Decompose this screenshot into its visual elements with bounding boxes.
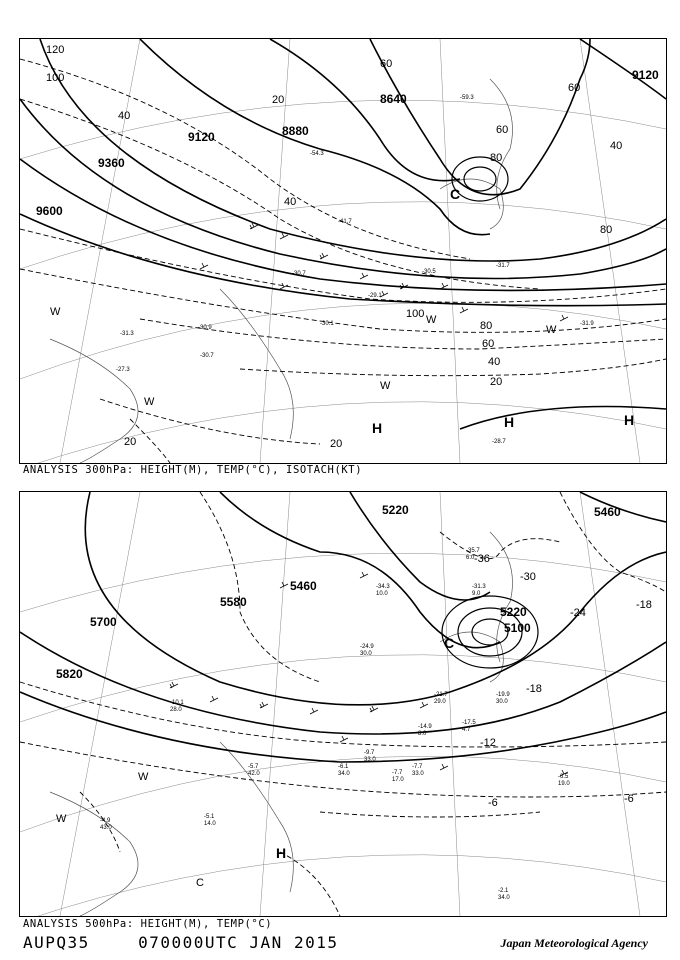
isotach-label: 60 [496,124,509,136]
station-temp: -4.9 [100,818,111,824]
station-dewpoint-depression: 17.0 [392,777,404,783]
station-temp: -28.7 [492,439,506,445]
station-temp: -41.7 [338,219,352,225]
station-temp: -30.9 [198,325,212,331]
isotach-label: 80 [480,320,493,332]
isotach-label: 120 [46,44,65,56]
isotherm-label: -6 [488,797,498,809]
isotach-label: 40 [118,110,131,122]
station-dewpoint-depression: 9.0 [472,591,481,597]
station-temp: -31.9 [580,321,594,327]
height-label: 5220 [500,605,527,619]
warm-mark: W [56,813,67,825]
isotach-label: 40 [284,196,297,208]
isotach-label: 80 [600,224,613,236]
station-dewpoint-depression: 8.0 [418,731,427,737]
station-temp: -10.1 [170,700,184,706]
height-label: 5460 [290,579,317,593]
height-label: 8640 [380,92,407,106]
station-temp: -17.5 [462,720,476,726]
warm-mark: W [144,396,155,408]
station-dewpoint-depression: 6.0 [466,555,475,561]
high-center-mark: H [276,845,287,861]
station-dewpoint-depression: 30.0 [496,699,508,705]
isotach-label: 60 [482,338,495,350]
warm-mark: W [546,324,557,336]
high-center-mark: H [624,412,635,428]
height-label: 5220 [382,503,409,517]
isotach-label: 40 [488,356,501,368]
high-center-mark: H [372,420,383,436]
station-temp: -9.7 [364,750,375,756]
station-temp: -54.3 [310,151,324,157]
station-temp: -21.7 [434,692,448,698]
isotherm-label: -18 [636,599,652,611]
station-temp: -7.7 [412,764,423,770]
station-temp: -5.7 [248,764,259,770]
isotherm-label: -30 [520,571,536,583]
station-dewpoint-depression: 34.0 [498,895,510,901]
isotach-label: 20 [272,94,285,106]
station-temp: -30.7 [292,271,306,277]
height-label: 9120 [188,130,215,144]
station-temperatures [116,95,594,445]
station-dewpoint-depression: 4.7 [462,727,471,733]
station-dewpoint-depression: 43.0 [100,825,112,831]
height-label: 5820 [56,667,83,681]
warm-mark: W [380,380,391,392]
map-500hpa-svg [20,492,666,916]
isotach-label: 100 [46,72,65,84]
station-temp: -7.7 [392,770,403,776]
station-temp: -59.3 [460,95,474,101]
low-center-mark: C [450,186,461,202]
low-center-mark: C [444,635,455,651]
station-dewpoint-depression: 33.0 [412,771,424,777]
height-label: 9120 [632,68,659,82]
station-temp: -31.3 [120,331,134,337]
isotach-label: 20 [124,436,137,448]
station-temp: -6.5 [558,774,569,780]
warm-mark: W [50,306,61,318]
caption-500hpa: ANALYSIS 500hPa: HEIGHT(M), TEMP(°C) [23,918,273,930]
height-label: 8880 [282,124,309,138]
valid-time: 070000UTC JAN 2015 [138,933,339,952]
height-label: 5580 [220,595,247,609]
station-dewpoint-depression: 14.0 [204,821,216,827]
height-label: 5100 [504,621,531,635]
station-temp: -24.9 [360,644,374,650]
station-dewpoint-depression: 42.0 [248,771,260,777]
isotach-label: 20 [330,438,343,450]
agency-credit: Japan Meteorological Agency [500,936,648,950]
isotach-label: 80 [490,152,503,164]
warm-mark: W [138,771,149,783]
station-dewpoint-depression: 19.0 [558,781,570,787]
map-300hpa-svg [20,39,666,463]
caption-300hpa: ANALYSIS 300hPa: HEIGHT(M), TEMP(°C), ISOTACH(KT) [23,464,363,476]
station-temp: -19.9 [496,692,510,698]
station-temp: -30.1 [320,321,334,327]
station-temp: -29.1 [368,293,382,299]
isotherm-label: -24 [570,607,586,619]
map-panel-500hpa [19,491,667,917]
station-dewpoint-depression: 33.0 [364,757,376,763]
station-plots [100,548,570,901]
station-dewpoint-depression: 34.0 [338,771,350,777]
isotach-label: 100 [406,308,425,320]
height-contours [20,492,666,762]
isotachs [20,59,666,463]
chart-code: AUPQ35 [23,933,90,952]
station-temp: -30.5 [422,269,436,275]
isotach-label: 20 [490,376,503,388]
isotach-label: 40 [610,140,623,152]
isotherm-label: -12 [480,737,496,749]
warm-mark: W [426,314,437,326]
station-temp: -14.9 [418,724,432,730]
isotach-label: 60 [380,58,393,70]
station-temp: -6.1 [338,764,349,770]
isotach-label: 60 [568,82,581,94]
station-temp: -30.7 [200,353,214,359]
map-panel-300hpa [19,38,667,464]
height-label: 5700 [90,615,117,629]
high-center-mark: H [504,414,515,430]
station-dewpoint-depression: 28.0 [170,707,182,713]
isotherm-label: -18 [526,683,542,695]
station-temp: -34.3 [376,584,390,590]
station-dewpoint-depression: 29.0 [434,699,446,705]
isotherm-label: -6 [624,793,634,805]
station-temp: -31.3 [472,584,486,590]
station-temp: -27.3 [116,367,130,373]
height-label: 5460 [594,505,621,519]
station-dewpoint-depression: 30.0 [360,651,372,657]
station-temp: -31.7 [496,263,510,269]
station-temp: -2.1 [498,888,509,894]
station-dewpoint-depression: 10.0 [376,591,388,597]
height-label: 9600 [36,204,63,218]
low-center-mark: C [196,877,204,889]
chart-identifier [23,933,338,952]
isotherm-label: -36 [474,553,490,565]
height-label: 9360 [98,156,125,170]
station-temp: -5.1 [204,814,215,820]
station-temp: -35.7 [466,548,480,554]
